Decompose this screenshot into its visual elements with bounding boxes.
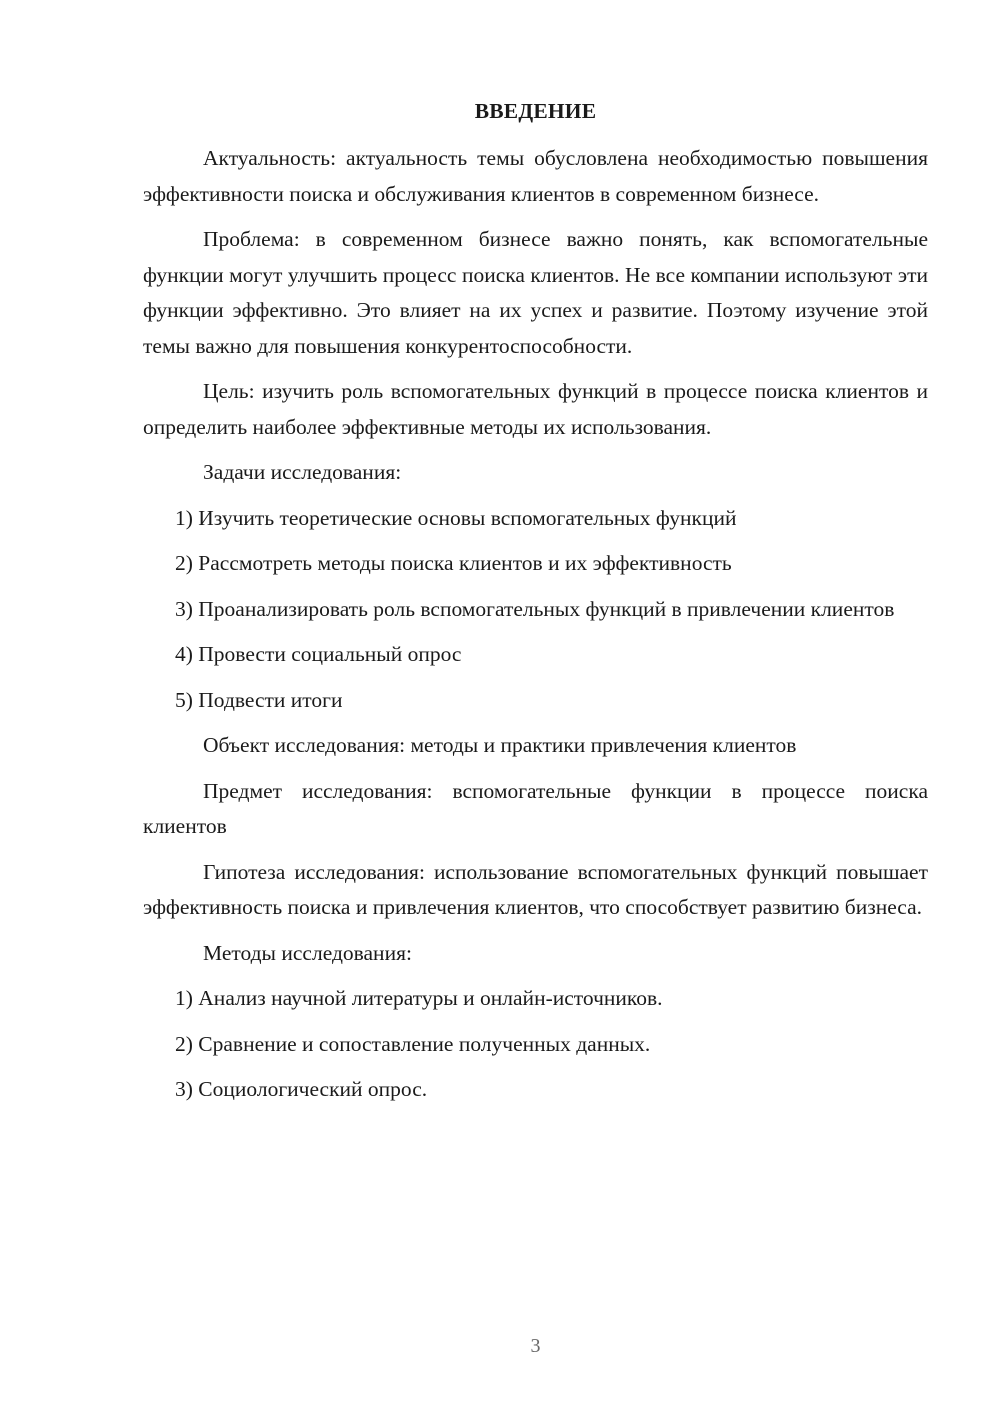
task-item-4: 4) Провести социальный опрос [175,642,462,666]
page-number: 3 [530,1335,541,1357]
paragraph-subject: Предмет исследования: вспомогательные функции в процессе поиска клиентов [143,778,928,838]
paragraph-tasks-heading: Задачи исследования: [203,460,402,484]
task-item-1: 1) Изучить теоретические основы вспомогательных функций [175,505,737,530]
task-item-2: 2) Рассмотреть методы поиска клиентов и их эффективность [175,551,732,575]
paragraph-problem: Проблема: в современном бизнесе важно понять, как вспомогательные функции могут улучшить процесс поиска клиентов. Не все компании используют эти функции эффективно. Это влияет на их успех и развитие. Поэтому изучение этой темы важно для повышения конкурентоспособности. [143,227,928,358]
paragraph-goal: Цель: изучить роль вспомогательных функций в процессе поиска клиентов и определить наиболее эффективные методы их использования. [143,379,928,439]
method-item-1: 1) Анализ научной литературы и онлайн-источников. [175,986,663,1010]
method-item-3: 3) Социологический опрос. [175,1077,428,1101]
document-page [143,0,928,1414]
task-item-5: 5) Подвести итоги [175,687,343,712]
task-item-3: 3) Проанализировать роль вспомогательных функций в привлечении клиентов [175,596,895,621]
paragraph-object: Объект исследования: методы и практики привлечения клиентов [203,733,797,757]
paragraph-hypothesis: Гипотеза исследования: использование вспомогательных функций повышает эффективность поиска и привлечения клиентов, что способствует развитию бизнеса. [143,859,928,919]
body-text [143,141,928,1118]
paragraph-methods-heading: Методы исследования: [203,940,412,965]
paragraph-relevance: Актуальность: актуальность темы обусловлена необходимостью повышения эффективности поиска и обслуживания клиентов в современном бизнесе. [143,146,928,206]
section-title: ВВЕДЕНИЕ [474,99,597,123]
method-item-2: 2) Сравнение и сопоставление полученных данных. [175,1031,651,1056]
